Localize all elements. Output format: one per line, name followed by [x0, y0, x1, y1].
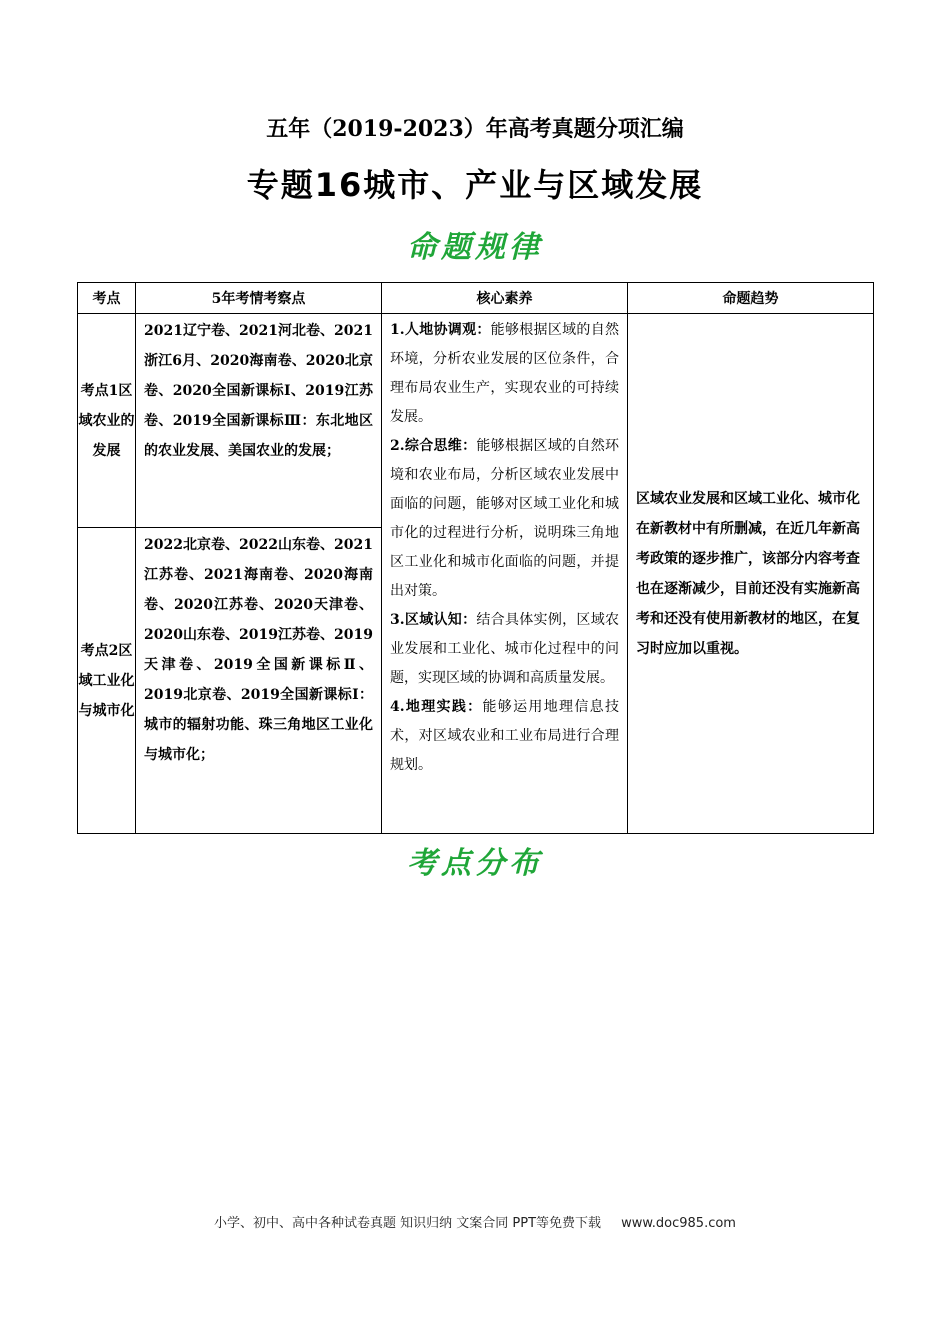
footer-text: 小学、初中、高中各种试卷真题 知识归纳 文案合同 PPT等免费下载 — [214, 1216, 602, 1231]
literacy-text: 能够根据区域的自然环境，分析农业发展的区位条件，合理布局农业生产，实现农业的可持续发展。 — [390, 322, 620, 425]
page-footer — [0, 1212, 950, 1231]
papers-cell: 2022北京卷、2022山东卷、2021江苏卷、2021海南卷、2020海南卷、2020江苏卷、2020天津卷、2020山东卷、2019江苏卷、2019天津卷、2019全国新课标Ⅱ、2019北京卷、2019全国新课标Ⅰ：城市的辐射功能、珠三角地区工业化与城市化； — [136, 528, 382, 834]
literacy-item — [390, 606, 619, 693]
literacy-label: 2.综合思维： — [390, 438, 477, 454]
literacy-label: 1.人地协调观： — [390, 322, 491, 338]
column-header: 考点 — [78, 283, 136, 314]
section-heading-distribution: 考点分布 — [407, 846, 543, 881]
table-header-row — [78, 283, 874, 314]
literacy-label: 4.地理实践： — [390, 699, 483, 715]
literacy-text: 能够运用地理信息技术，对区域农业和工业布局进行合理规划。 — [390, 699, 619, 773]
literacy-item — [390, 432, 619, 606]
literacy-label: 3.区域认知： — [390, 612, 477, 628]
table-row — [78, 314, 874, 528]
trend-cell: 区域农业发展和区域工业化、城市化在新教材中有所删减，在近几年新高考政策的逐步推广，该部分内容考查也在逐渐减少，目前还没有实施新高考和还没有使用新教材的地区，在复习时应加以重视。 — [628, 314, 874, 834]
literacy-text: 能够根据区域的自然环境和农业布局，分析区域农业发展中面临的问题，能够对区域工业化和城市化的过程进行分析，说明珠三角地区工业化和城市化面临的问题，并提出对策。 — [390, 438, 619, 599]
column-header: 核心素养 — [382, 283, 628, 314]
literacy-text: 结合具体实例，区域农业发展和工业化、城市化过程中的问题，实现区域的协调和高质量发展。 — [390, 612, 619, 686]
topic-cell: 考点1区域农业的发展 — [78, 314, 136, 528]
core-literacy-cell — [382, 314, 628, 834]
topic-cell: 考点2区域工业化与城市化 — [78, 528, 136, 834]
papers-cell: 2021辽宁卷、2021河北卷、2021浙江6月、2020海南卷、2020北京卷、2020全国新课标Ⅰ、2019江苏卷、2019全国新课标Ⅲ：东北地区的农业发展、美国农业的发展； — [136, 314, 382, 528]
document-title: 五年（2019-2023）年高考真题分项汇编 — [266, 116, 684, 142]
literacy-item — [390, 693, 619, 780]
footer-url-link[interactable]: www.doc985.com — [621, 1216, 736, 1231]
column-header: 命题趋势 — [628, 283, 874, 314]
column-header: 5年考情考察点 — [136, 283, 382, 314]
exam-analysis-table — [77, 282, 874, 834]
section-heading-rules: 命题规律 — [407, 230, 543, 265]
literacy-item — [390, 316, 619, 432]
document-subtitle: 专题16城市、产业与区域发展 — [246, 166, 704, 204]
